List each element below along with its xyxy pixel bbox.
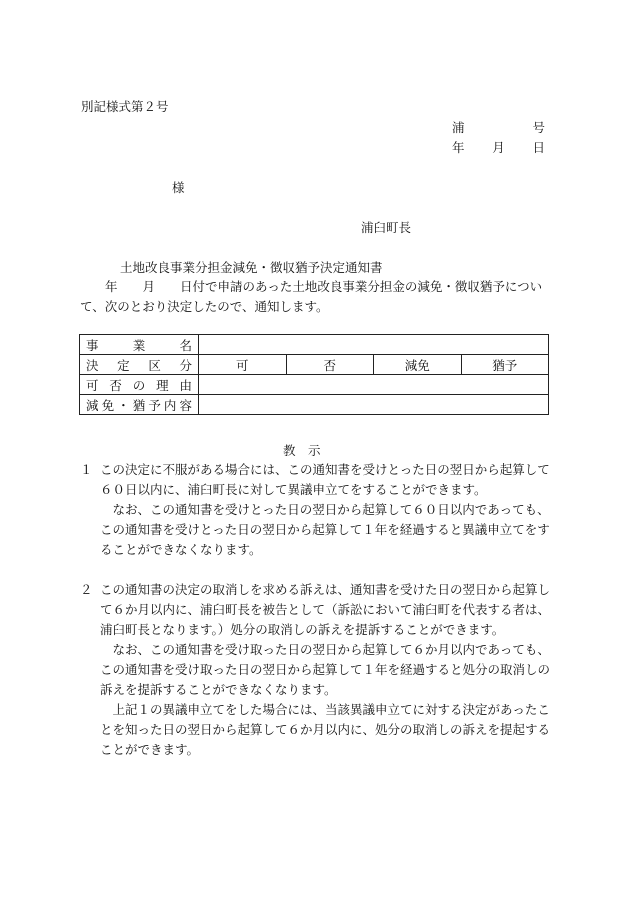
reason-cell bbox=[199, 375, 549, 395]
date-day: 日 bbox=[532, 140, 545, 155]
project-name-cell bbox=[199, 335, 549, 355]
notice-paragraph: なお、この通知書を受け取った日の翌日から起算して６か月以内であっても、この通知書を受け取った日の翌日から起算して１年を経過すると処分の取消しの訴えを提訴することができなくなります。 bbox=[100, 642, 551, 697]
notice-paragraph: なお、この通知書を受けとった日の翌日から起算して６０日以内であっても、この通知書を受けとった日の翌日から起算して１年を経過すると異議申立てをすることができなくなります。 bbox=[100, 502, 550, 557]
issuer: 浦臼町長 bbox=[361, 220, 412, 235]
notice-item-2 bbox=[80, 580, 554, 760]
notice-item-text bbox=[100, 580, 554, 760]
date-year: 年 bbox=[452, 140, 465, 155]
table-row bbox=[80, 355, 549, 375]
document-number-suffix: 号 bbox=[532, 120, 545, 135]
row-label-reason bbox=[80, 375, 199, 395]
notice-paragraph: この通知書の決定の取消しを求める訴えは、通知書を受けた日の翌日から起算して６か月以内に、浦臼町長を被告として（訴訟において浦臼町を代表する者は、浦臼町長となります。）処分の取消しの訴えを提訴することができます。 bbox=[100, 582, 551, 637]
decision-option-reduction: 減免 bbox=[374, 355, 462, 375]
table-row bbox=[80, 375, 549, 395]
row-label-text: 事 業 名 bbox=[86, 337, 192, 353]
form-number: 別記様式第２号 bbox=[81, 99, 169, 114]
notice-paragraph: この決定に不服がある場合には、この通知書を受けとった日の翌日から起算して６０日以内に、浦臼町長に対して異議申立てをすることができます。 bbox=[100, 462, 550, 497]
row-label-text: 可 否 の 理 由 bbox=[86, 377, 192, 393]
notice-item-number: ２ bbox=[80, 582, 93, 597]
row-label-text: 決 定 区 分 bbox=[86, 357, 192, 373]
notice-heading: 教 示 bbox=[283, 443, 321, 458]
body-text bbox=[80, 277, 552, 317]
decision-option-deny: 否 bbox=[286, 355, 374, 375]
notice-paragraph: 上記１の異議申立てをした場合には、当該異議申立てに対する決定があったことを知った日の翌日から起算して６か月以内に、処分の取消しの訴えを提起することができます。 bbox=[100, 702, 551, 757]
addressee-suffix: 様 bbox=[172, 180, 185, 195]
notice-section bbox=[80, 460, 554, 760]
date-line bbox=[452, 138, 545, 156]
notice-item-number: １ bbox=[80, 462, 93, 477]
notice-item-text bbox=[100, 460, 554, 560]
row-label-decision bbox=[80, 355, 199, 375]
row-label-details bbox=[80, 395, 199, 415]
decision-table bbox=[79, 334, 549, 415]
row-label-text: 減 免 ・ 猶 予 内 容 bbox=[86, 397, 192, 413]
table-row bbox=[80, 335, 549, 355]
document-number-prefix: 浦 bbox=[452, 120, 465, 135]
spacer bbox=[80, 560, 554, 580]
body-paragraph: 年 月 日付で申請のあった土地改良事業分担金の減免・徴収猶予について、次のとおり決定したので、通知します。 bbox=[80, 279, 543, 314]
row-label-project bbox=[80, 335, 199, 355]
decision-option-deferral: 猶予 bbox=[461, 355, 549, 375]
decision-option-approve: 可 bbox=[199, 355, 287, 375]
date-month: 月 bbox=[492, 140, 505, 155]
document-title: 土地改良事業分担金減免・徴収猶予決定通知書 bbox=[120, 260, 383, 275]
details-cell bbox=[199, 395, 549, 415]
table-row bbox=[80, 395, 549, 415]
document-number-line bbox=[452, 118, 545, 136]
notice-item-1 bbox=[80, 460, 554, 560]
